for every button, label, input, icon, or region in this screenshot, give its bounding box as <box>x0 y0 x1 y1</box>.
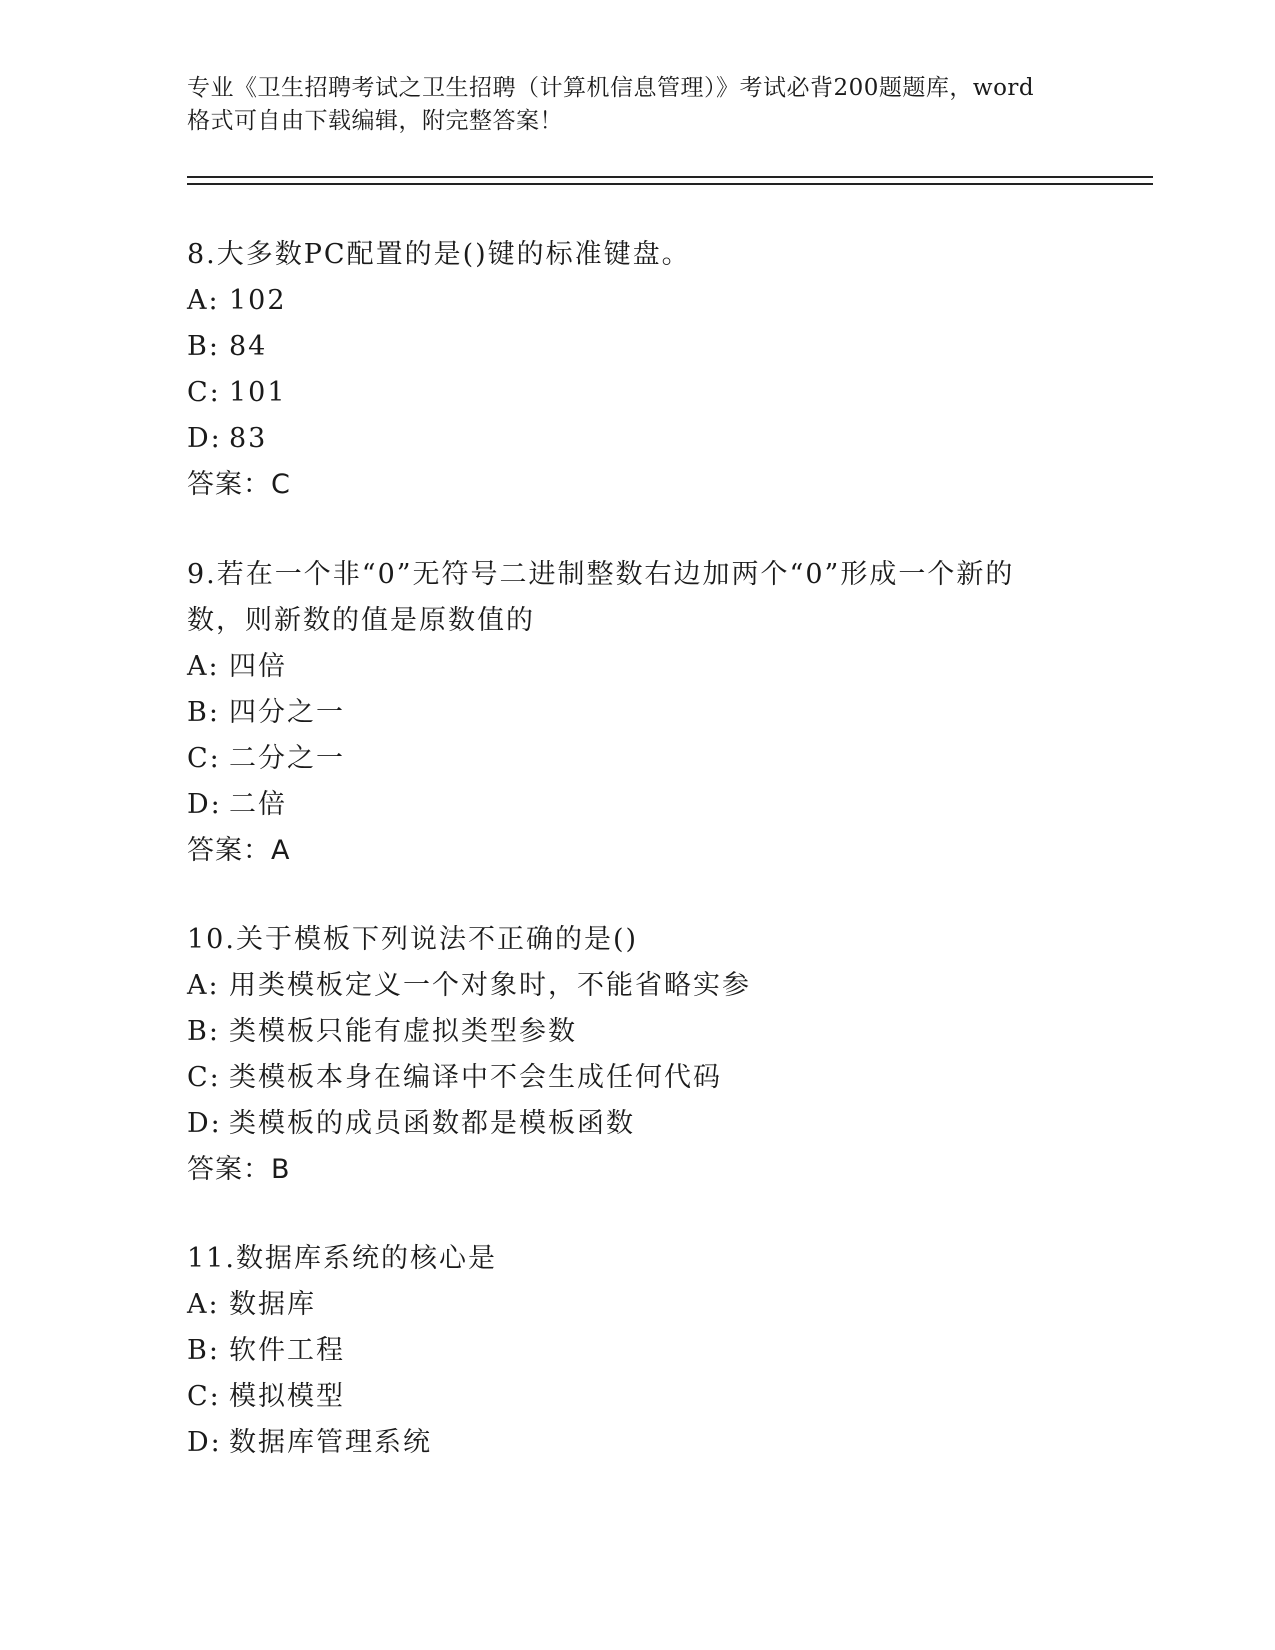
option-key: A: <box>187 651 220 682</box>
option-key: B: <box>187 697 220 728</box>
document-header <box>187 72 1087 138</box>
option-b <box>187 690 1087 736</box>
option-text: 类模板只能有虚拟类型参数 <box>229 1016 577 1047</box>
option-text: 二分之一 <box>229 743 345 774</box>
option-text: 四倍 <box>229 651 287 682</box>
option-c <box>187 370 1087 416</box>
option-key: C: <box>187 1381 221 1412</box>
option-text: 类模板本身在编译中不会生成任何代码 <box>229 1062 722 1093</box>
option-key: B: <box>187 331 220 362</box>
option-c <box>187 736 1087 782</box>
option-key: C: <box>187 377 221 408</box>
option-a <box>187 644 1087 690</box>
option-text: 四分之一 <box>229 697 345 728</box>
question-11 <box>187 1236 1087 1466</box>
question-stem: 10.关于模板下列说法不正确的是() <box>187 924 639 955</box>
option-a <box>187 963 1087 1009</box>
option-text: 类模板的成员函数都是模板函数 <box>229 1108 635 1139</box>
question-stem: 11.数据库系统的核心是 <box>187 1243 497 1274</box>
answer: 答案：B <box>187 1154 291 1185</box>
question-9 <box>187 552 1087 874</box>
option-key: A: <box>187 1289 220 1320</box>
option-key: A: <box>187 285 220 316</box>
option-b <box>187 1328 1087 1374</box>
option-key: D: <box>187 1108 222 1139</box>
option-key: D: <box>187 789 222 820</box>
option-key: B: <box>187 1016 220 1047</box>
option-key: C: <box>187 1062 221 1093</box>
option-key: A: <box>187 970 220 1001</box>
question-stem: 8.大多数PC配置的是()键的标准键盘。 <box>187 239 691 270</box>
option-c <box>187 1055 1087 1101</box>
header-divider-bottom <box>187 183 1153 185</box>
option-text: 用类模板定义一个对象时，不能省略实参 <box>229 970 751 1001</box>
option-text: 84 <box>229 331 268 362</box>
question-10 <box>187 917 1087 1193</box>
option-key: D: <box>187 423 222 454</box>
question-stem-line-1: 9.若在一个非“0”无符号二进制整数右边加两个“0”形成一个新的 <box>187 559 1015 590</box>
option-b <box>187 1009 1087 1055</box>
option-text: 83 <box>229 423 268 454</box>
question-8 <box>187 232 1087 508</box>
option-d <box>187 1101 1087 1147</box>
option-text: 101 <box>229 377 287 408</box>
option-key: C: <box>187 743 221 774</box>
option-text: 102 <box>229 285 287 316</box>
option-key: D: <box>187 1427 222 1458</box>
option-text: 二倍 <box>229 789 287 820</box>
option-a <box>187 1282 1087 1328</box>
option-c <box>187 1374 1087 1420</box>
option-text: 数据库 <box>229 1289 316 1320</box>
option-text: 软件工程 <box>229 1335 345 1366</box>
answer: 答案：A <box>187 835 291 866</box>
header-line-1: 专业《卫生招聘考试之卫生招聘（计算机信息管理）》考试必背200题题库，word <box>187 75 1035 101</box>
option-text: 数据库管理系统 <box>229 1427 432 1458</box>
option-d <box>187 416 1087 462</box>
answer: 答案：C <box>187 469 291 500</box>
header-divider-top <box>187 176 1153 178</box>
option-a <box>187 278 1087 324</box>
option-d <box>187 782 1087 828</box>
option-text: 模拟模型 <box>229 1381 345 1412</box>
option-key: B: <box>187 1335 220 1366</box>
option-b <box>187 324 1087 370</box>
option-d <box>187 1420 1087 1466</box>
question-stem-line-2: 数，则新数的值是原数值的 <box>187 605 535 636</box>
header-line-2: 格式可自由下载编辑，附完整答案！ <box>187 108 563 134</box>
